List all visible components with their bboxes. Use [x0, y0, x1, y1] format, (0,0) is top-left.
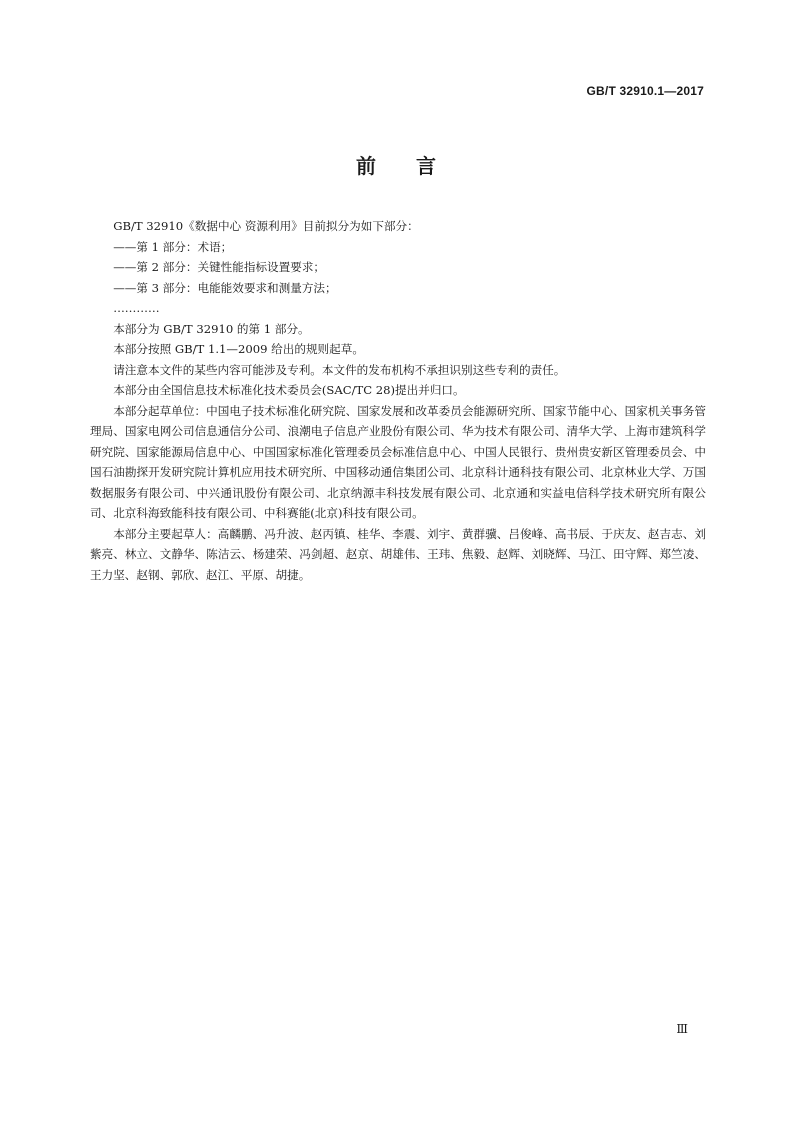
part-list-item-2: ——第 2 部分：关键性能指标设置要求；: [113, 260, 326, 274]
intro-paragraph: GB/T 32910《数据中心 资源利用》目前拟分为如下部分：: [113, 219, 419, 233]
part-list-ellipsis: …………: [113, 301, 160, 315]
part-list-item-1: ——第 1 部分：术语；: [113, 239, 233, 254]
part-list-item-3: ——第 3 部分：电能能效要求和测量方法；: [113, 280, 337, 295]
patent-notice-paragraph: 请注意本文件的某些内容可能涉及专利。本文件的发布机构不承担识别这些专利的责任。: [113, 362, 566, 377]
drafting-rules-paragraph: 本部分按照 GB/T 1.1—2009 给出的规则起草。: [113, 342, 364, 356]
proposed-by-paragraph: 本部分由全国信息技术标准化技术委员会(SAC/TC 28)提出并归口。: [113, 383, 465, 397]
standard-code: GB/T 32910.1—2017: [586, 84, 704, 98]
this-part-paragraph: 本部分为 GB/T 32910 的第 1 部分。: [113, 321, 310, 336]
page-title-char-2: 言: [416, 154, 438, 178]
page-number: Ⅲ: [676, 1022, 688, 1036]
foreword-body: [90, 216, 706, 585]
page-title: [0, 150, 794, 179]
drafters-paragraph: 本部分主要起草人：高麟鹏、冯升波、赵丙镇、桂华、李震、刘宇、黄群骥、吕俊峰、高书辰、于庆友、赵吉志、刘紫亮、林立、文静华、陈洁云、杨建荣、冯剑超、赵京、胡雄伟、王玮、焦毅、赵辉、刘晓辉、马江、田守辉、郑竺凌、王力坚、赵钢、郭欣、赵江、平原、胡捷。: [90, 526, 706, 582]
page-title-char-1: 前: [356, 154, 378, 178]
drafting-units-paragraph: 本部分起草单位：中国电子技术标准化研究院、国家发展和改革委员会能源研究所、国家节能中心、国家机关事务管理局、国家电网公司信息通信分公司、浪潮电子信息产业股份有限公司、华为技术有限公司、清华大学、上海市建筑科学研究院、国家能源局信息中心、中国国家标准化管理委员会标准信息中心、中国人民银行、贵州贵安新区管理委员会、中国石油勘探开发研究院计算机应用技术研究所、中国移动通信集团公司、北京科计通科技有限公司、北京林业大学、万国数据服务有限公司、中兴通讯股份有限公司、北京纳源丰科技发展有限公司、北京通和实益电信科学技术研究所有限公司、北京科海致能科技有限公司、中科赛能(北京)科技有限公司。: [90, 403, 706, 520]
